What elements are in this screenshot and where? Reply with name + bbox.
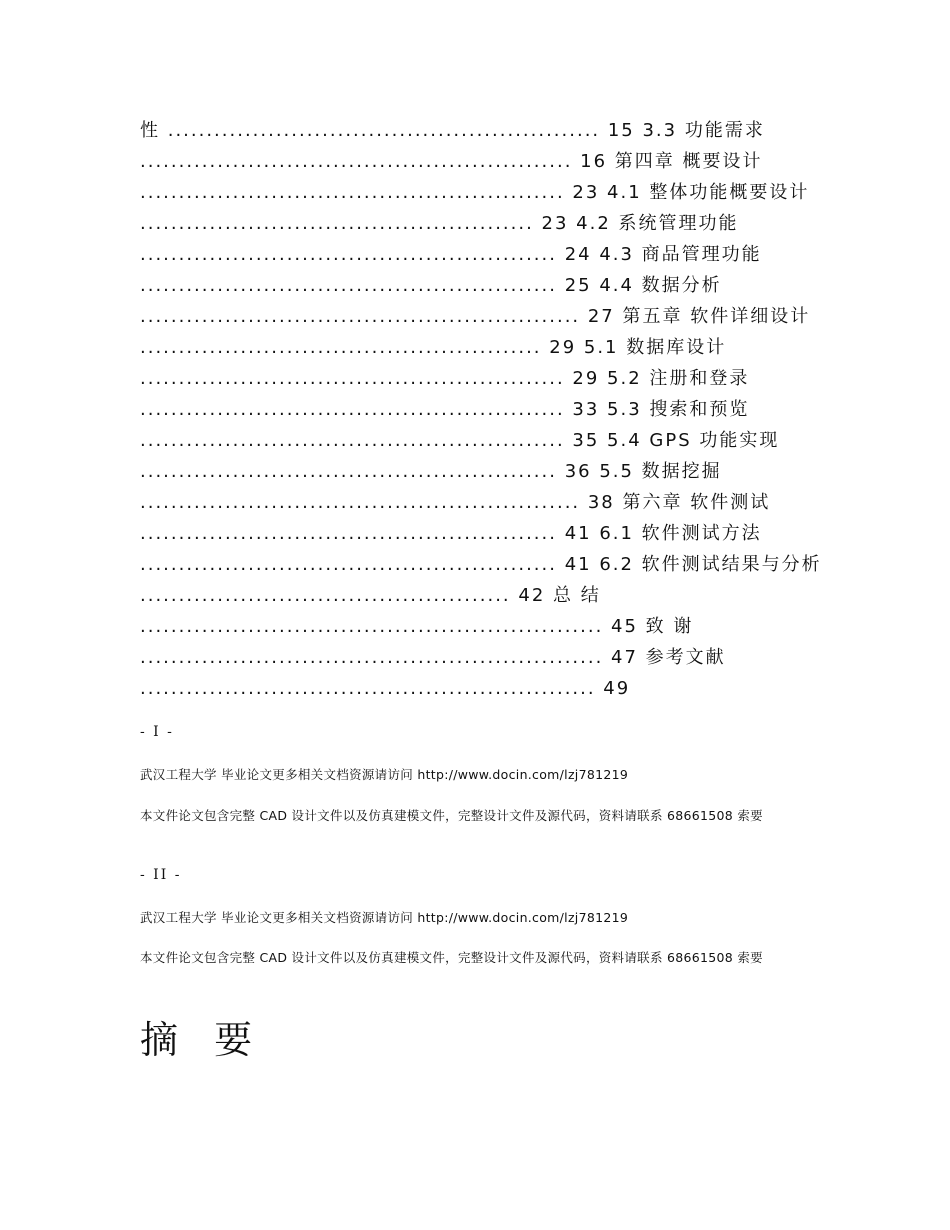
abstract-heading: 摘 要 (140, 1018, 265, 1062)
toc-line: ...................................................... 24 4.3 商品管理功能 (140, 244, 762, 265)
toc-line: ...................................................... 25 4.4 数据分析 (140, 275, 722, 296)
toc-line: ....................................................... 35 5.4 GPS 功能实现 (140, 430, 780, 451)
toc-line: ...................................................... 36 5.5 数据挖掘 (140, 461, 722, 482)
toc-line: ...................................................... 41 6.1 软件测试方法 (140, 523, 762, 544)
toc-line: ......................................................... 27 第五章 软件详细设计 (140, 306, 811, 327)
toc-line: ............................................................ 47 参考文献 (140, 647, 726, 668)
toc-line: .................................................... 29 5.1 数据库设计 (140, 337, 727, 358)
toc-line: ................................................ 42 总 结 (140, 585, 601, 606)
footer-contact-note: 本文件论文包含完整 CAD 设计文件以及仿真建模文件，完整设计文件及源代码，资料请联系 68661508 索要 (140, 808, 763, 823)
toc-line: 性 ........................................................ 15 3.3 功能需求 (140, 120, 765, 141)
toc-line: ....................................................... 23 4.1 整体功能概要设计 (140, 182, 810, 203)
toc-line: ...................................................... 41 6.2 软件测试结果与分析 (140, 554, 822, 575)
toc-line: ....................................................... 33 5.3 搜索和预览 (140, 399, 750, 420)
footer-link-note: 武汉工程大学 毕业论文更多相关文档资源请访问 http://www.docin.com/lzj781219 (140, 767, 629, 782)
page-number: - I - (140, 724, 174, 740)
toc-line: ................................................... 23 4.2 系统管理功能 (140, 213, 739, 234)
toc-line: ....................................................... 29 5.2 注册和登录 (140, 368, 750, 389)
toc-line: ........................................................... 49 (140, 678, 631, 699)
toc-line: ......................................................... 38 第六章 软件测试 (140, 492, 771, 513)
toc-line: ............................................................ 45 致 谢 (140, 616, 694, 637)
footer-contact-note: 本文件论文包含完整 CAD 设计文件以及仿真建模文件，完整设计文件及源代码，资料请联系 68661508 索要 (140, 950, 763, 965)
page-number: - II - (140, 867, 182, 883)
footer-link-note: 武汉工程大学 毕业论文更多相关文档资源请访问 http://www.docin.com/lzj781219 (140, 910, 629, 925)
toc-line: ........................................................ 16 第四章 概要设计 (140, 151, 763, 172)
